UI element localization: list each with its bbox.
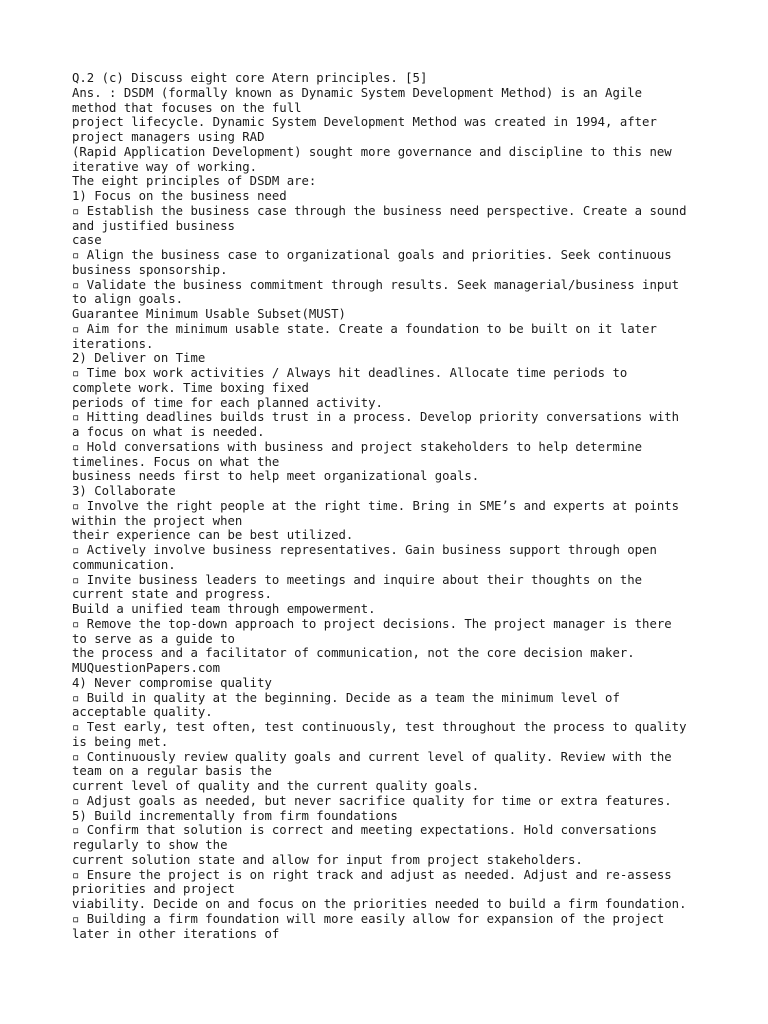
text-line: complete work. Time boxing fixed [72, 380, 309, 395]
text-line: the process and a facilitator of communication, not the core decision maker. [72, 646, 635, 661]
text-line: method that focuses on the full [72, 100, 302, 115]
text-line: current solution state and allow for input from project stakeholders. [72, 852, 583, 867]
text-line: Ans. : DSDM (formally known as Dynamic System Development Method) is an Agile [72, 85, 643, 100]
text-line: business sponsorship. [72, 262, 228, 277]
text-line: to align goals. [72, 292, 184, 307]
text-line: 2) Deliver on Time [72, 351, 206, 366]
text-line: ▫ Validate the business commitment through results. Seek managerial/business input [72, 277, 680, 292]
text-line: current level of quality and the current quality goals. [72, 779, 480, 793]
text-line: ▫ Involve the right people at the right time. Bring in SME’s and experts at points [72, 498, 680, 513]
text-line: ▫ Invite business leaders to meetings and inquire about their thoughts on the [72, 572, 643, 587]
text-line: ▫ Confirm that solution is correct and meeting expectations. Hold conversations [72, 823, 657, 838]
text-line: project lifecycle. Dynamic System Development Method was created in 1994, after [72, 115, 657, 130]
text-line: later in other iterations of [72, 926, 280, 941]
text-line: ▫ Align the business case to organizational goals and priorities. Seek continuous [72, 248, 672, 262]
text-line: ▫ Remove the top-down approach to project decisions. The project manager is there [72, 616, 672, 631]
text-line: The eight principles of DSDM are: [72, 174, 317, 189]
text-line: acceptable quality. [72, 705, 213, 720]
text-line: timelines. Focus on what the [72, 454, 280, 469]
text-line: project managers using RAD [72, 130, 265, 144]
text-line: 3) Collaborate [72, 484, 176, 498]
text-line: ▫ Adjust goals as needed, but never sacrifice quality for time or extra features. [72, 793, 672, 808]
text-line: ▫ Ensure the project is on right track and adjust as needed. Adjust and re-assess [72, 867, 672, 882]
text-line: ▫ Aim for the minimum usable state. Create a foundation to be built on it later [72, 321, 657, 336]
text-line: 4) Never compromise quality [72, 675, 272, 690]
text-line: viability. Decide on and focus on the priorities needed to build a firm foundation. [72, 897, 687, 911]
text-line: is being met. [72, 734, 169, 749]
text-line: Build a unified team through empowerment. [72, 602, 376, 616]
text-line: 1) Focus on the business need [72, 189, 287, 203]
text-line: and justified business [72, 218, 235, 233]
text-line: ▫ Time box work activities / Always hit deadlines. Allocate time periods to [72, 366, 628, 380]
text-line: periods of time for each planned activity. [72, 395, 383, 410]
text-line: business needs first to help meet organizational goals. [72, 469, 480, 484]
text-line: current state and progress. [72, 587, 272, 602]
text-line: iterative way of working. [72, 159, 258, 174]
text-line: their experience can be best utilized. [72, 528, 354, 543]
text-line: ▫ Continuously review quality goals and current level of quality. Review with the [72, 749, 672, 764]
text-line: Q.2 (c) Discuss eight core Atern principles. [5] [72, 71, 428, 85]
text-line: case [72, 233, 102, 248]
text-line: priorities and project [72, 882, 235, 897]
text-line: (Rapid Application Development) sought more governance and discipline to this new [72, 144, 672, 159]
text-line: MUQuestionPapers.com [72, 661, 221, 675]
text-line: Guarantee Minimum Usable Subset(MUST) [72, 307, 346, 321]
text-line: iterations. [72, 336, 154, 351]
text-line: communication. [72, 557, 176, 572]
text-line: ▫ Test early, test often, test continuously, test throughout the process to quality [72, 720, 687, 734]
document-body [72, 71, 762, 941]
text-line: ▫ Actively involve business representatives. Gain business support through open [72, 543, 657, 557]
text-line: ▫ Establish the business case through the business need perspective. Create a sound [72, 203, 687, 218]
text-line: within the project when [72, 513, 243, 528]
text-line: 5) Build incrementally from firm foundations [72, 808, 398, 823]
text-line: regularly to show the [72, 838, 228, 852]
text-line: team on a regular basis the [72, 764, 272, 779]
text-line: to serve as a guide to [72, 631, 235, 646]
text-line: a focus on what is needed. [72, 425, 265, 439]
text-line: ▫ Build in quality at the beginning. Decide as a team the minimum level of [72, 690, 620, 705]
text-line: ▫ Hitting deadlines builds trust in a process. Develop priority conversations with [72, 410, 680, 425]
text-line: ▫ Building a firm foundation will more easily allow for expansion of the project [72, 911, 665, 926]
text-line: ▫ Hold conversations with business and project stakeholders to help determine [72, 439, 643, 454]
